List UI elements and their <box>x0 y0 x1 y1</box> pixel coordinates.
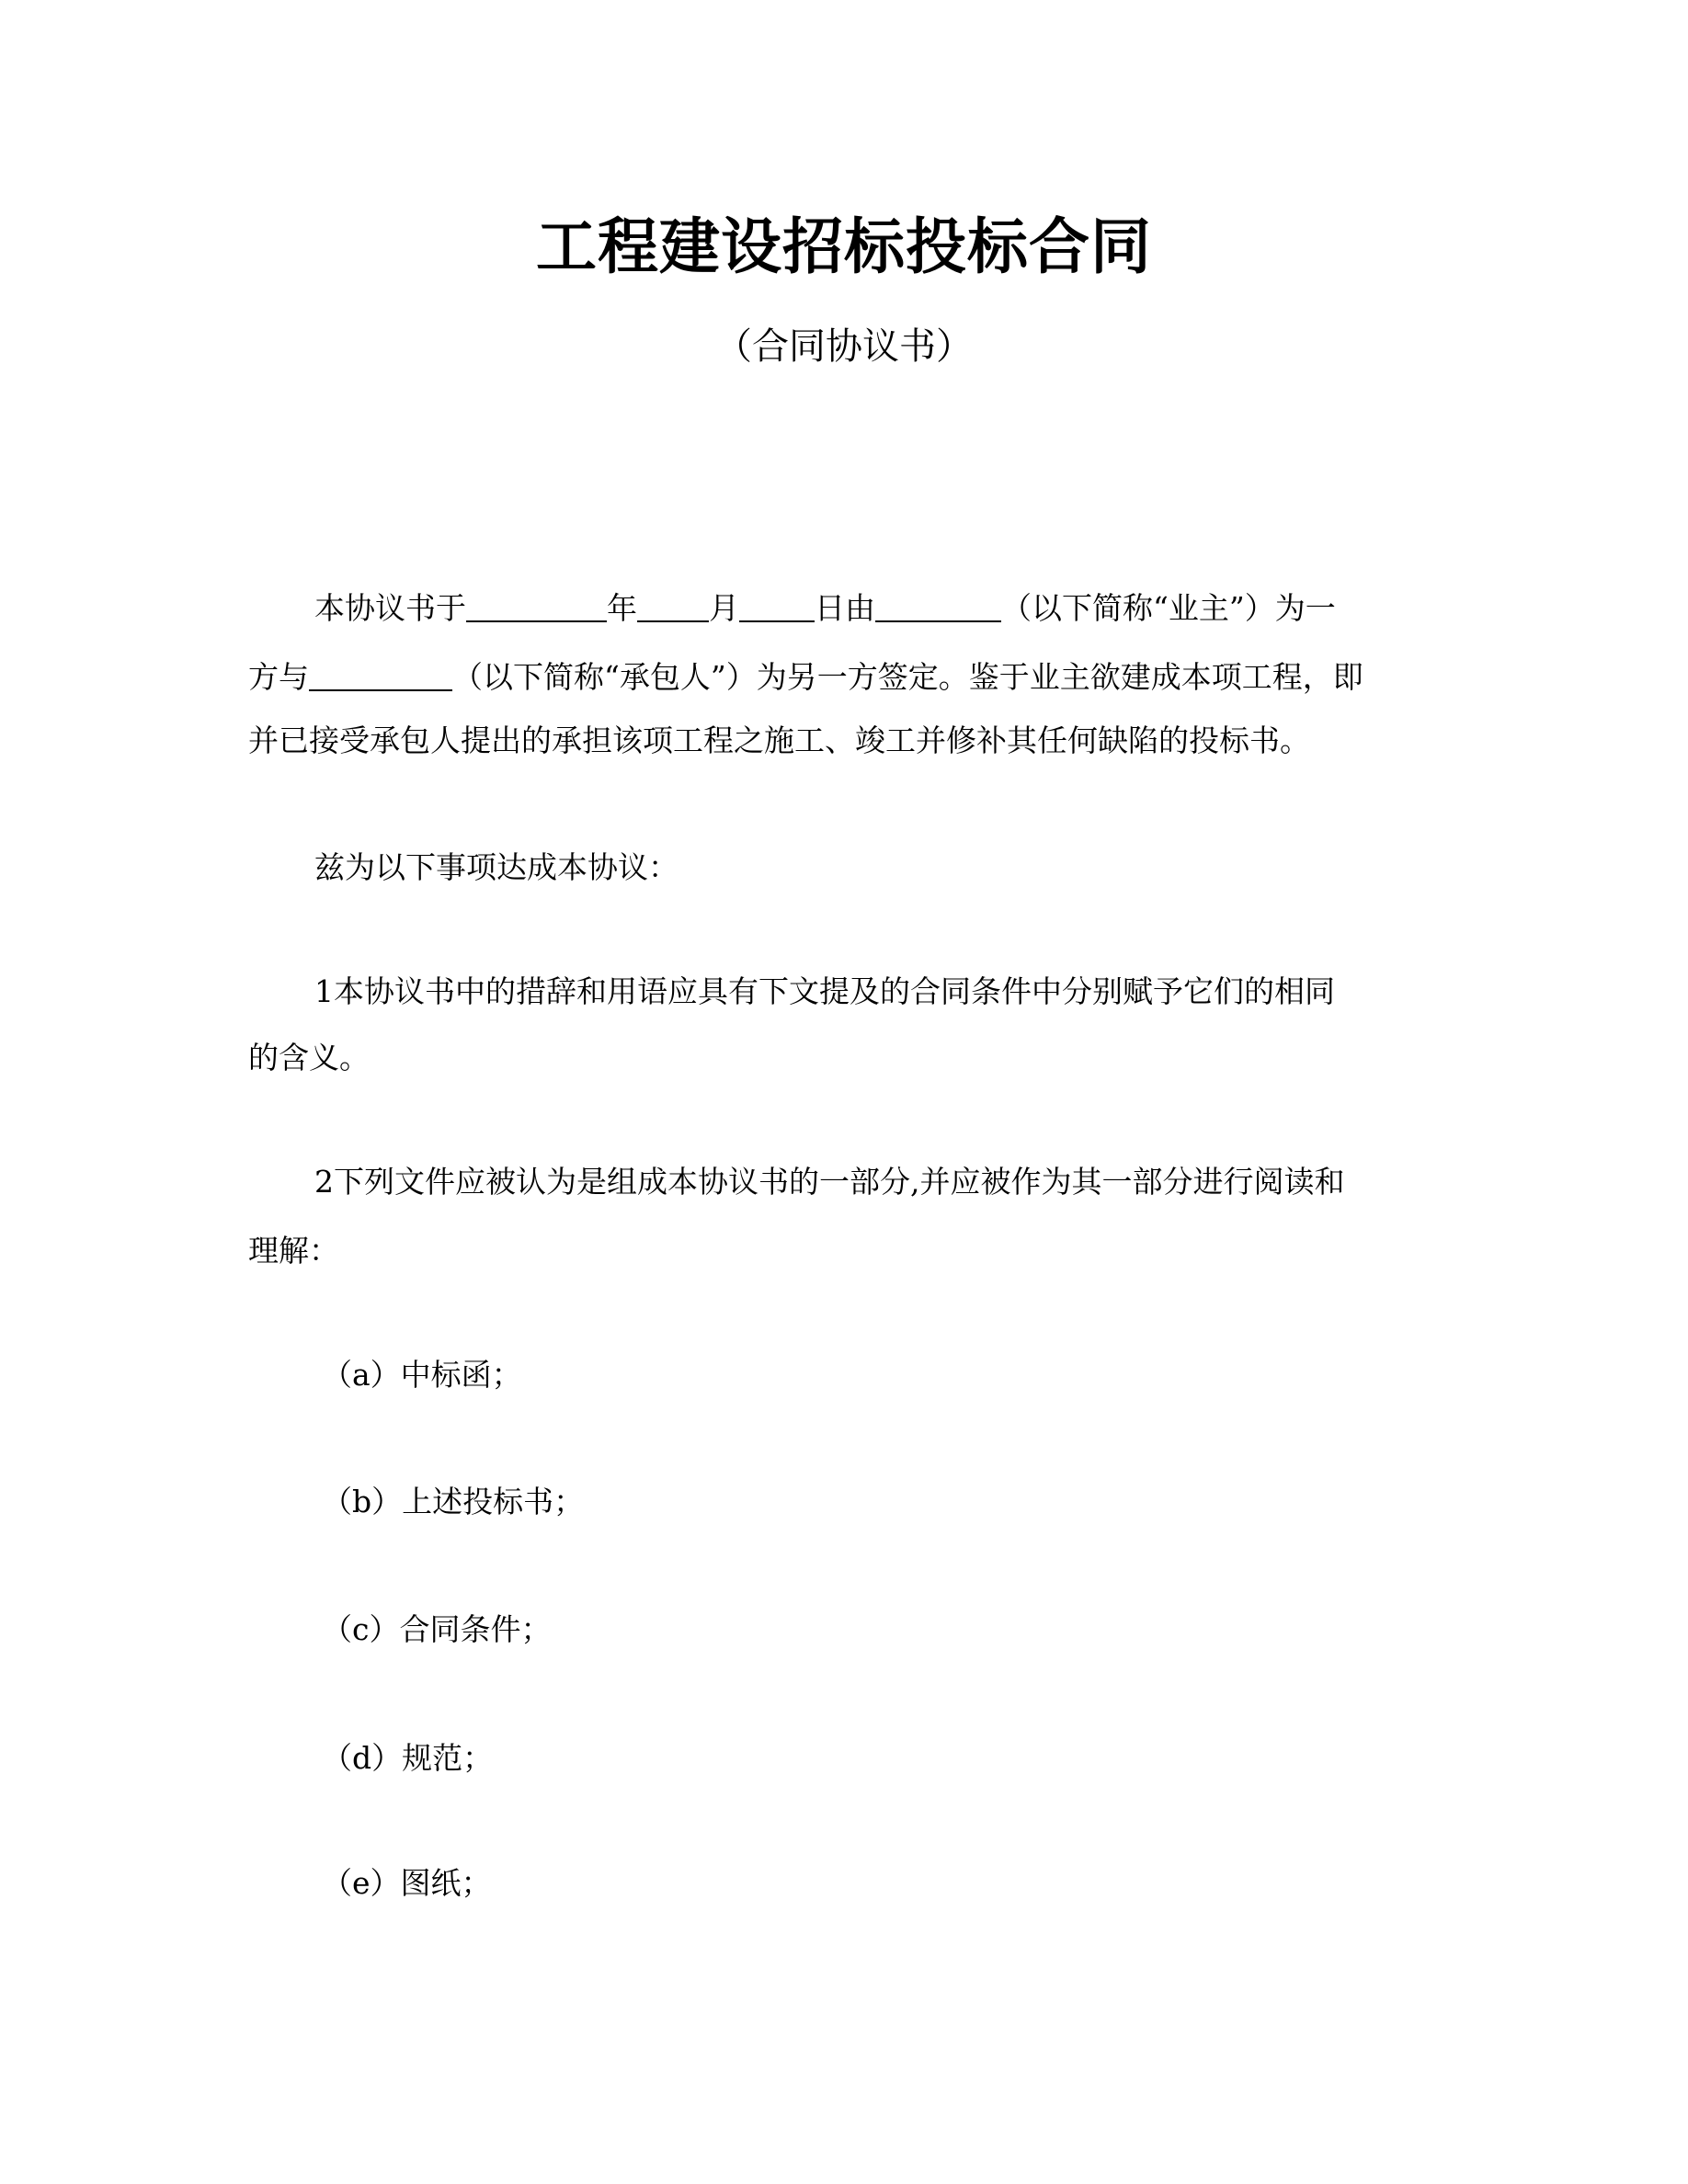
text: 年 <box>607 590 637 626</box>
agreement-statement: 兹为以下事项达成本协议： <box>314 849 679 885</box>
blank-month[interactable] <box>637 593 709 622</box>
text: 本协议书于 <box>314 590 466 626</box>
list-item: （c）合同条件； <box>322 1611 552 1647</box>
blank-owner[interactable] <box>875 593 1001 622</box>
blank-day[interactable] <box>739 593 815 622</box>
clause-1-line-2: 的含义。 <box>248 1040 370 1075</box>
clause-1-line-1: 1本协议书中的措辞和用语应具有下文提及的合同条件中分别赋予它们的相同 <box>314 973 1335 1009</box>
text: 日由 <box>815 590 875 626</box>
clause-2-line-2: 理解： <box>248 1233 339 1268</box>
blank-contractor[interactable] <box>309 662 452 691</box>
text: （以下简称“业主”）为一 <box>1001 590 1336 626</box>
list-item: （b）上述投标书； <box>322 1484 585 1519</box>
text: 月 <box>709 590 739 626</box>
list-item: （e）图纸； <box>322 1865 492 1901</box>
intro-line-1 <box>314 590 1336 627</box>
blank-year[interactable] <box>466 593 607 622</box>
text: （以下简称“承包人”）为另一方签定。鉴于业主欲建成本项工程，即 <box>452 659 1363 695</box>
text: 方与 <box>248 659 309 695</box>
list-item: （d）规范； <box>322 1740 494 1776</box>
intro-line-2 <box>248 659 1363 696</box>
intro-line-3: 并已接受承包人提出的承担该项工程之施工、竣工并修补其任何缺陷的投标书。 <box>248 722 1310 758</box>
list-item: （a）中标函； <box>322 1357 522 1393</box>
document-title: 工程建设招标投标合同 <box>536 211 1152 282</box>
clause-2-line-1: 2下列文件应被认为是组成本协议书的一部分,并应被作为其一部分进行阅读和 <box>314 1164 1345 1200</box>
document-subtitle: （合同协议书） <box>715 325 973 368</box>
